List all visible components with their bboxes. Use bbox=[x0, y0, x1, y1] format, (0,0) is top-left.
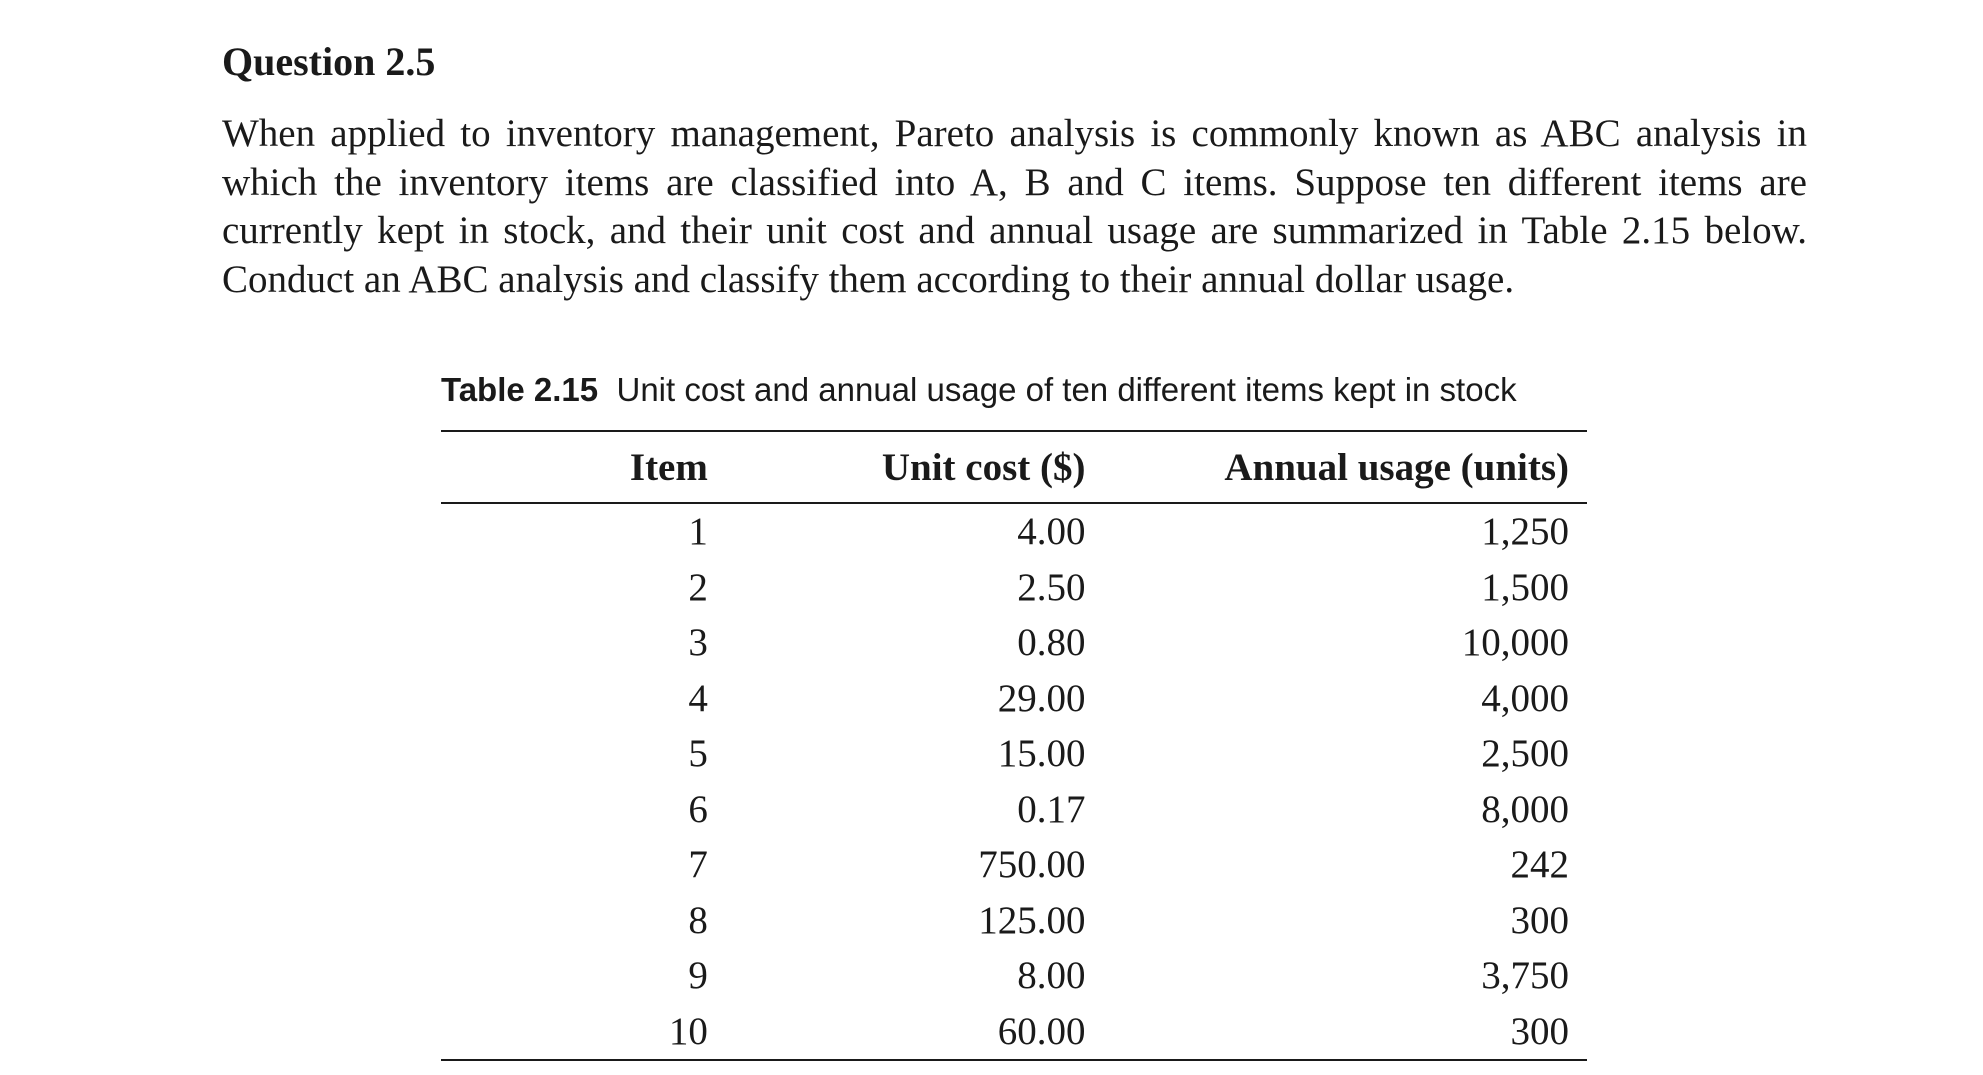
cell-item: 2 bbox=[688, 565, 708, 609]
cell-annual-usage: 1,500 bbox=[1481, 565, 1569, 609]
cell-unit-cost: 60.00 bbox=[997, 1009, 1086, 1053]
cell-item: 8 bbox=[688, 898, 708, 942]
cell-annual-usage: 8,000 bbox=[1481, 787, 1569, 831]
cell-item: 6 bbox=[688, 787, 708, 831]
column-header-unit-cost: Unit cost ($) bbox=[881, 445, 1086, 489]
table-row bbox=[441, 837, 1587, 893]
inventory-table bbox=[441, 430, 1587, 1061]
table-row bbox=[441, 1004, 1587, 1061]
table-caption-label: Table 2.15 bbox=[441, 371, 599, 408]
cell-item: 10 bbox=[668, 1009, 708, 1053]
question-body: When applied to inventory management, Pareto analysis is commonly known as ABC analysis in which the inventory items are classified into A, B and C items. Suppose ten different items are currently kept in stock, and their unit cost and annual usage are summarized in Table 2.15 below. Conduct an ABC analysis and classify them according to their annual dollar usage. bbox=[222, 112, 1807, 301]
cell-unit-cost: 750.00 bbox=[978, 843, 1086, 887]
table-row bbox=[441, 503, 1587, 560]
cell-unit-cost: 29.00 bbox=[997, 676, 1086, 720]
table-header-row bbox=[441, 431, 1587, 503]
table-caption-text: Unit cost and annual usage of ten different items kept in stock bbox=[616, 371, 1517, 408]
cell-item: 5 bbox=[688, 732, 708, 776]
cell-unit-cost: 0.17 bbox=[1017, 787, 1086, 831]
table-caption bbox=[441, 370, 1517, 410]
cell-item: 9 bbox=[688, 954, 708, 998]
cell-annual-usage: 1,250 bbox=[1481, 510, 1569, 554]
cell-annual-usage: 242 bbox=[1510, 843, 1569, 887]
table-row bbox=[441, 893, 1587, 949]
table-row bbox=[441, 560, 1587, 616]
cell-annual-usage: 3,750 bbox=[1481, 954, 1569, 998]
table-row bbox=[441, 782, 1587, 838]
cell-unit-cost: 8.00 bbox=[1017, 954, 1086, 998]
cell-annual-usage: 2,500 bbox=[1481, 732, 1569, 776]
cell-annual-usage: 10,000 bbox=[1461, 621, 1569, 665]
cell-unit-cost: 2.50 bbox=[1017, 565, 1086, 609]
cell-annual-usage: 4,000 bbox=[1481, 676, 1569, 720]
cell-item: 3 bbox=[688, 621, 708, 665]
inventory-table-container bbox=[441, 430, 1587, 1061]
column-header-item: Item bbox=[629, 445, 708, 489]
question-heading: Question 2.5 bbox=[222, 39, 436, 84]
cell-annual-usage: 300 bbox=[1510, 898, 1569, 942]
table-row bbox=[441, 948, 1587, 1004]
cell-item: 7 bbox=[688, 843, 708, 887]
cell-unit-cost: 125.00 bbox=[978, 898, 1086, 942]
cell-unit-cost: 15.00 bbox=[997, 732, 1086, 776]
table-row bbox=[441, 726, 1587, 782]
cell-unit-cost: 4.00 bbox=[1017, 510, 1086, 554]
table-row bbox=[441, 671, 1587, 727]
cell-item: 4 bbox=[688, 676, 708, 720]
column-header-annual-usage: Annual usage (units) bbox=[1224, 445, 1569, 489]
table-row bbox=[441, 615, 1587, 671]
cell-annual-usage: 300 bbox=[1510, 1009, 1569, 1053]
cell-item: 1 bbox=[688, 510, 708, 554]
cell-unit-cost: 0.80 bbox=[1017, 621, 1086, 665]
